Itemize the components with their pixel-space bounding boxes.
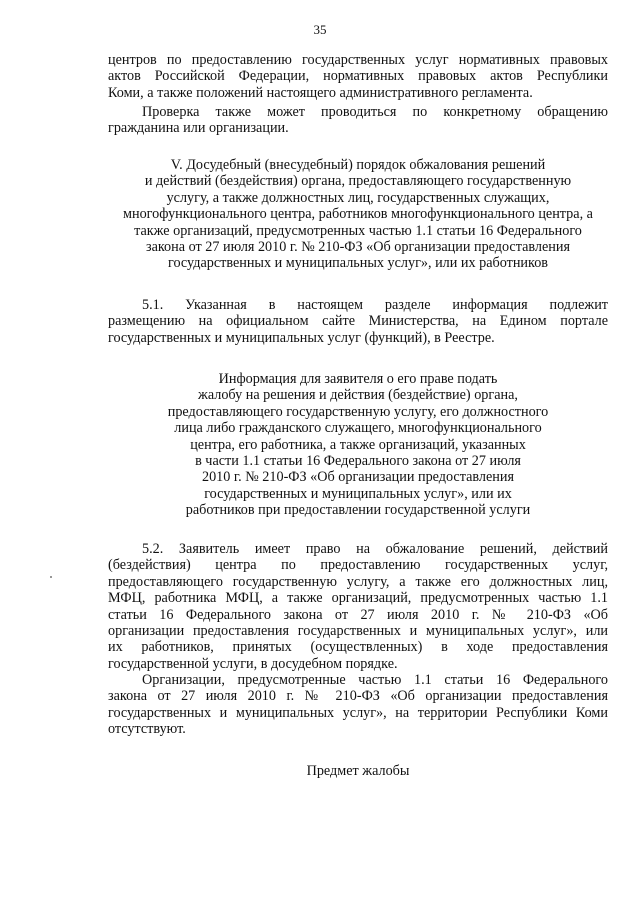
heading-line: государственных и муниципальных услуг», или их <box>204 485 512 502</box>
heading-line: предоставляющего государственную услугу, его должностного <box>167 403 549 420</box>
paragraph-5-2 <box>108 541 608 672</box>
paragraph-intro <box>108 52 608 101</box>
text-line: Проверка также может проводиться по конкретному обращению <box>142 104 608 120</box>
info-heading <box>108 371 608 519</box>
heading-line: Предмет жалобы <box>306 763 410 779</box>
heading-line: жалобу на решения и действия (бездействие) органа, <box>198 387 518 404</box>
scan-speck <box>50 576 52 578</box>
heading-line: услугу, а также должностных лиц, государственных служащих, <box>166 189 550 206</box>
text-line: статьи 16 Федерального закона от 27 июля 2010 г. № 210-ФЗ «Об <box>108 606 608 623</box>
heading-line: 2010 г. № 210-ФЗ «Об организации предоставления <box>201 469 515 486</box>
section-5-heading <box>108 157 608 272</box>
text-line: актов Российской Федерации, нормативных правовых актов Республики <box>108 68 608 85</box>
text-line: 5.2. Заявитель имеет право на обжалование решений, действий <box>142 541 608 557</box>
text-line: Коми, а также положений настоящего административного регламента. <box>108 84 533 101</box>
text-line: государственных и муниципальных услуг», на территории Республики Коми <box>108 704 608 721</box>
text-line: государственной услуги, в досудебном порядке. <box>108 655 398 672</box>
text-line: их работников, принятых (осуществленных) в ходе предоставления <box>108 639 608 656</box>
heading-line: также организаций, предусмотренных частью 1.1 статьи 16 Федерального <box>134 222 582 239</box>
text-line: Организации, предусмотренные частью 1.1 статьи 16 Федерального <box>142 672 608 688</box>
subject-heading <box>108 763 608 779</box>
text-line: отсутствуют. <box>108 721 186 738</box>
heading-line: V. Досудебный (внесудебный) порядок обжалования решений <box>170 157 546 173</box>
text-line: 5.1. Указанная в настоящем разделе информация подлежит <box>142 297 608 313</box>
heading-line: лица либо гражданского служащего, многофункционального <box>174 420 542 437</box>
paragraph-organizations <box>108 672 608 738</box>
heading-line: многофункционального центра, работников многофункционального центра, а <box>123 206 593 223</box>
text-line: государственных и муниципальных услуг (функций), в Реестре. <box>108 329 495 346</box>
heading-line: в части 1.1 статьи 16 Федерального закона от 27 июля <box>195 453 521 470</box>
page-number: 35 <box>313 22 327 37</box>
text-line: закона от 27 июля 2010 г. № 210-ФЗ «Об организации предоставления <box>108 688 608 705</box>
paragraph-5-1 <box>108 297 608 346</box>
heading-line: государственных и муниципальных услуг», или их работников <box>168 255 548 272</box>
heading-line: Информация для заявителя о его праве подать <box>218 371 498 387</box>
heading-line: и действий (бездействия) органа, предоставляющего государственную <box>144 173 572 190</box>
text-line: предоставляющего государственную услугу, а также его должностных лиц, <box>108 573 608 590</box>
text-line: МФЦ, работника МФЦ, а также организаций, предусмотренных частью 1.1 <box>108 590 608 607</box>
heading-line: работников при предоставлении государственной услуги <box>185 502 531 519</box>
heading-line: центра, его работника, а также организаций, указанных <box>190 436 526 453</box>
text-line: организации предоставления государственных и муниципальных услуг», или <box>108 623 608 640</box>
text-line: (бездействия) центра по предоставлению государственных услуг, <box>108 557 608 574</box>
text-line: размещению на официальном сайте Министерства, на Едином портале <box>108 313 608 330</box>
heading-line: закона от 27 июля 2010 г. № 210-ФЗ «Об организации предоставления <box>145 239 570 256</box>
text-line: центров по предоставлению государственных услуг нормативных правовых <box>108 52 608 68</box>
paragraph-check <box>108 104 608 137</box>
text-line: гражданина или организации. <box>108 120 289 137</box>
